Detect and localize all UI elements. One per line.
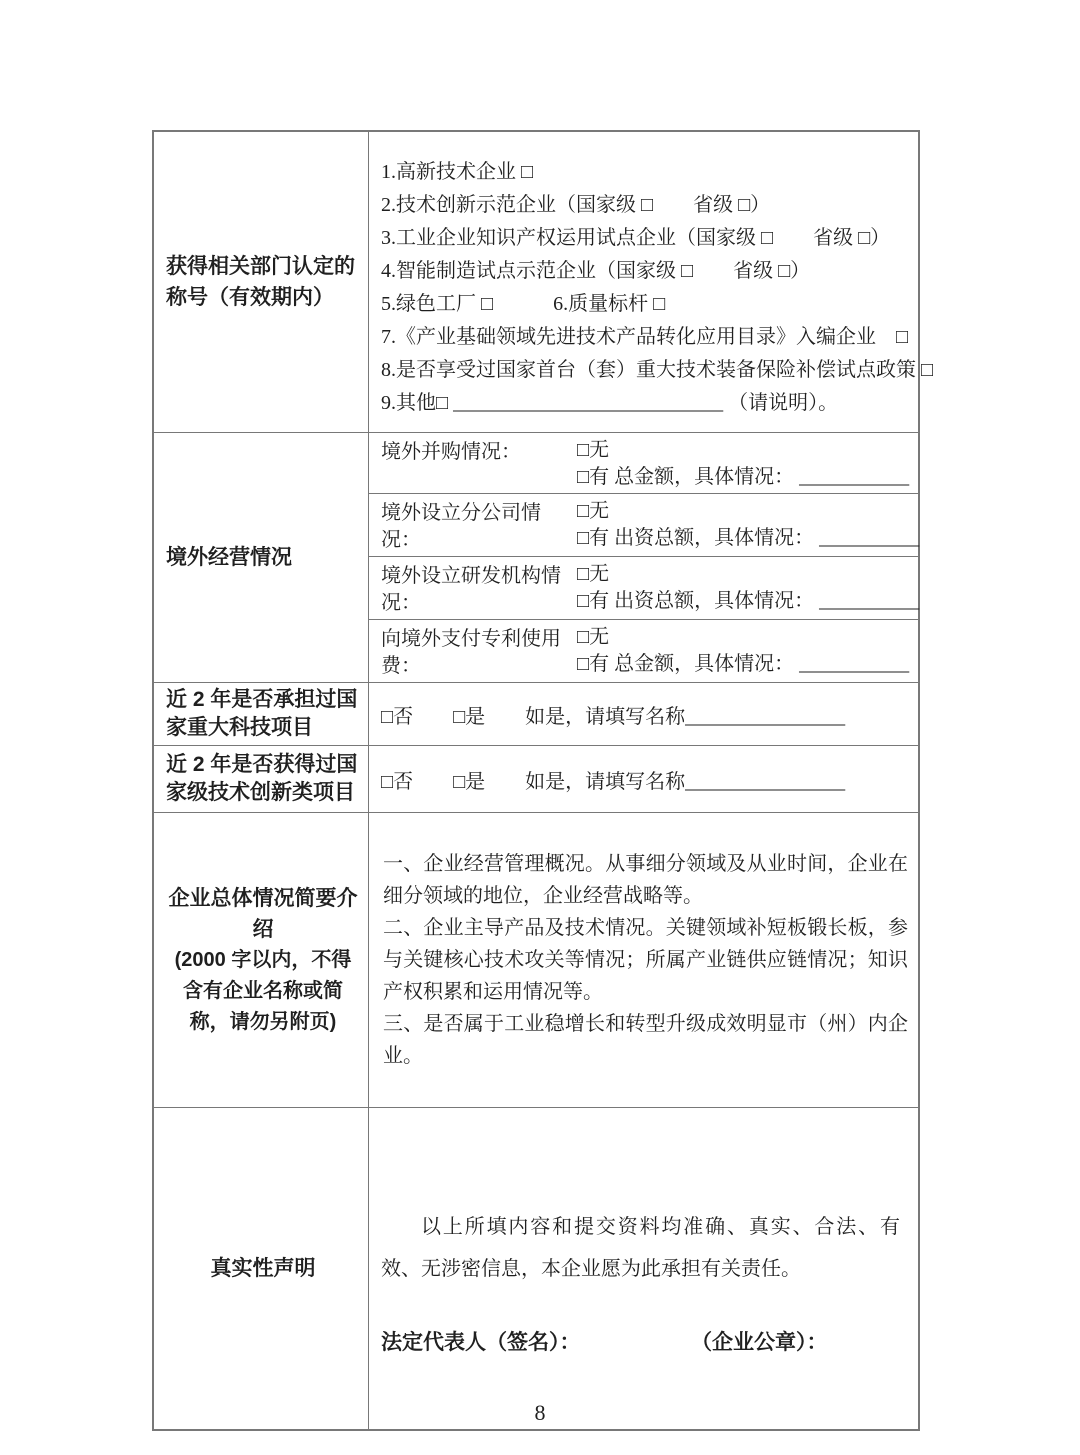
row-recognized-titles (154, 132, 934, 432)
option-has: □有 出资总额，具体情况： __________ (577, 590, 920, 612)
signature-row (381, 1326, 900, 1356)
subrow-label: 境外并购情况： (381, 441, 521, 463)
row-national-innovation-project (154, 745, 918, 812)
row-label-title: 企业总体情况简要介绍 (168, 886, 358, 941)
row-national-science-project-label (154, 683, 369, 745)
application-form-table (152, 130, 934, 1431)
row-truthfulness-declaration (154, 1107, 918, 1429)
title-item-ip-pilot: 3.工业企业知识产权运用试点企业（国家级 □ 省级 □） (381, 227, 891, 249)
row-label-text: 境外经营情况 (166, 546, 292, 569)
overview-paragraph-1: 一、企业经营管理概况。从事细分领域及从业时间，企业在细分领域的地位，企业经营战略等。 (383, 853, 908, 907)
title-item-catalog-enterprise: 7.《产业基础领域先进技术产品转化应用目录》入编企业 □ (381, 326, 909, 348)
subrow-options (577, 624, 912, 680)
subrow-options (577, 561, 919, 617)
subrow-overseas-rnd (369, 556, 918, 619)
subrow-label: 境外设立研发机构情况： (381, 565, 561, 614)
row-national-science-project (154, 682, 918, 745)
option-none: □无 (577, 626, 610, 648)
row-overseas-operations-content (369, 433, 918, 682)
yes-no-fill-line: □否 □是 如是，请填写名称________________ (381, 705, 846, 728)
overview-paragraph-3: 三、是否属于工业稳增长和转型升级成效明显市（州）内企业。 (383, 1013, 908, 1067)
row-label-note: (2000 字以内，不得含有企业名称或简称，请勿另附页) (174, 948, 352, 1033)
subrow-overseas-patent-fee (369, 619, 918, 682)
company-seal-label: （企业公章）： (691, 1331, 828, 1354)
row-company-overview-content (369, 813, 918, 1107)
row-truthfulness-declaration-content (369, 1108, 918, 1429)
row-national-science-project-content (369, 683, 918, 745)
option-none: □无 (577, 439, 610, 461)
declaration-statement: 以上所填内容和提交资料均准确、真实、合法、有效、无涉密信息，本企业愿为此承担有关责任。 (381, 1216, 900, 1280)
row-national-innovation-project-content (369, 746, 918, 812)
subrow-options (577, 437, 912, 491)
title-item-high-tech: 1.高新技术企业 □ (381, 161, 534, 183)
subrow-label: 向境外支付专利使用费： (381, 628, 561, 677)
row-overseas-operations (154, 432, 918, 682)
title-item-smart-manufacturing: 4.智能制造试点示范企业（国家级 □ 省级 □） (381, 260, 811, 282)
subrow-overseas-branch (369, 493, 918, 556)
legal-representative-signature-label: 法定代表人（签名）： (381, 1331, 581, 1354)
overview-paragraph-2: 二、企业主导产品及技术情况。关键领域补短板锻长板，参与关键核心技术攻关等情况；所属产业链供应链情况；知识产权积累和运用情况等。 (383, 917, 908, 1003)
row-label-text: 获得相关部门认定的称号（有效期内） (166, 255, 355, 309)
subrow-label: 境外设立分公司情况： (381, 502, 541, 551)
row-recognized-titles-label (154, 132, 369, 432)
option-has: □有 总金额，具体情况： ___________ (577, 653, 910, 675)
row-company-overview (154, 812, 918, 1107)
page-number: 8 (534, 1400, 546, 1425)
row-truthfulness-declaration-label (154, 1108, 369, 1429)
subrow-overseas-ma (369, 433, 918, 493)
row-company-overview-label (154, 813, 369, 1107)
row-overseas-operations-label (154, 433, 369, 682)
yes-no-fill-line: □否 □是 如是，请填写名称________________ (381, 770, 846, 793)
row-label-text: 近 2 年是否承担过国家重大科技项目 (166, 688, 358, 739)
option-has: □有 总金额，具体情况： ___________ (577, 466, 910, 488)
option-none: □无 (577, 500, 610, 522)
option-has: □有 出资总额，具体情况： __________ (577, 527, 920, 549)
title-item-other: 9.其他□ ___________________________ （请说明）。 (381, 392, 839, 414)
option-none: □无 (577, 563, 610, 585)
row-label-text: 真实性声明 (210, 1257, 316, 1280)
title-item-tech-innovation-demo: 2.技术创新示范企业（国家级 □ 省级 □） (381, 194, 771, 216)
row-recognized-titles-content (369, 132, 934, 432)
row-national-innovation-project-label (154, 746, 369, 812)
subrow-options (577, 498, 919, 554)
row-label-text: 近 2 年是否获得过国家级技术创新类项目 (166, 753, 358, 804)
title-item-green-factory-quality: 5.绿色工厂 □ 6.质量标杆 □ (381, 293, 666, 315)
title-item-first-set-policy: 8.是否享受过国家首台（套）重大技术装备保险补偿试点政策 □ (381, 359, 934, 381)
